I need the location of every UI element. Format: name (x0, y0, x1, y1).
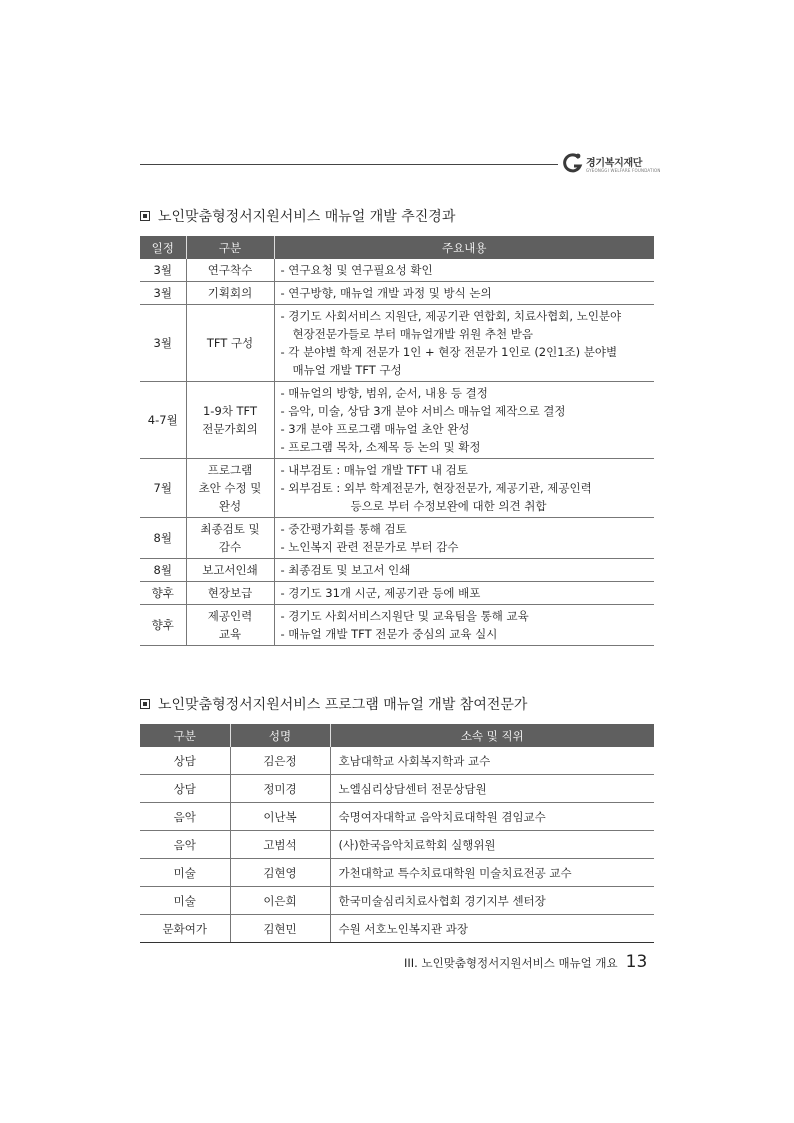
column-header: 구분 (140, 724, 230, 747)
content-line: 등으로 부터 수정보완에 대한 의견 취합 (350, 499, 547, 513)
content-line: - 음악, 미술, 상담 3개 분야 서비스 매뉴얼 제작으로 결정 (280, 404, 566, 418)
affiliation-cell: 호남대학교 사회복지학과 교수 (330, 747, 654, 775)
column-header: 주요내용 (274, 236, 654, 259)
content-line: - 경기도 사회서비스 지원단, 제공기관 연합회, 치료사협회, 노인분야 (280, 309, 622, 323)
field-cell: 음악 (140, 831, 230, 859)
affiliation-cell: 노엘심리상담센터 전문상담원 (330, 775, 654, 803)
foundation-logo-icon (562, 152, 584, 174)
table-row (140, 559, 654, 582)
name-cell: 김현민 (230, 915, 330, 943)
content-line: 현장전문가들로 부터 매뉴얼개발 위원 추천 받음 (292, 327, 533, 341)
content-line: - 중간평가회를 통해 검토 (280, 522, 407, 536)
section-title-experts (140, 694, 527, 714)
field-cell: 미술 (140, 859, 230, 887)
content-line: - 내부검토 : 매뉴얼 개발 TFT 내 검토 (280, 463, 468, 477)
table-row (140, 775, 654, 803)
content-cell (274, 282, 654, 305)
column-header: 소속 및 직위 (330, 724, 654, 747)
content-cell (274, 259, 654, 282)
content-line: 매뉴얼 개발 TFT 구성 (292, 363, 402, 377)
progress-table (140, 236, 654, 646)
table-row (140, 887, 654, 915)
category-line: 제공인력 (207, 609, 253, 623)
category-cell (186, 382, 274, 459)
affiliation-cell: (사)한국음악치료학회 실행위원 (330, 831, 654, 859)
category-line: 최종검토 및 (200, 522, 260, 536)
name-cell: 이난복 (230, 803, 330, 831)
field-cell: 미술 (140, 887, 230, 915)
logo-title: 경기복지재단 (586, 158, 643, 169)
content-line: - 프로그램 목차, 소제목 등 논의 및 확정 (280, 440, 481, 454)
content-line: - 3개 분야 프로그램 매뉴얼 초안 완성 (280, 422, 470, 436)
category-cell: TFT 구성 (186, 305, 274, 382)
content-line: - 경기도 31개 시군, 제공기관 등에 배포 (280, 586, 481, 600)
table-row (140, 259, 654, 282)
experts-table (140, 724, 654, 943)
category-cell: 현장보급 (186, 582, 274, 605)
date-cell: 4-7월 (140, 382, 186, 459)
content-line: - 노인복지 관련 전문가로 부터 감수 (280, 540, 459, 554)
date-cell: 3월 (140, 282, 186, 305)
field-cell: 음악 (140, 803, 230, 831)
category-cell: 연구착수 (186, 259, 274, 282)
table-row (140, 382, 654, 459)
table-row (140, 831, 654, 859)
table-header-row (140, 236, 654, 259)
section-title-progress (140, 206, 455, 226)
date-cell: 8월 (140, 518, 186, 559)
content-cell (274, 605, 654, 646)
page-footer (404, 952, 647, 972)
content-line: - 최종검토 및 보고서 인쇄 (280, 563, 411, 577)
category-line: 감수 (218, 540, 242, 554)
table-row (140, 915, 654, 943)
category-line: 1-9차 TFT (202, 404, 257, 418)
table-row (140, 582, 654, 605)
category-line: 초안 수정 및 (198, 481, 262, 495)
content-cell (274, 382, 654, 459)
logo-subtitle: GYEONGGI WELFARE FOUNDATION (586, 168, 661, 173)
category-line: 교육 (218, 627, 242, 641)
header-rule (140, 164, 558, 165)
square-bullet-icon (140, 211, 150, 221)
content-line: - 경기도 사회서비스지원단 및 교육팀을 통해 교육 (280, 609, 529, 623)
name-cell: 김현영 (230, 859, 330, 887)
content-line: - 매뉴얼 개발 TFT 전문가 중심의 교육 실시 (280, 627, 498, 641)
category-line: 완성 (218, 499, 242, 513)
date-cell: 향후 (140, 605, 186, 646)
affiliation-cell: 숙명여자대학교 음악치료대학원 겸임교수 (330, 803, 654, 831)
name-cell: 정미경 (230, 775, 330, 803)
date-cell: 3월 (140, 259, 186, 282)
date-cell: 7월 (140, 459, 186, 518)
table-row (140, 518, 654, 559)
name-cell: 이은희 (230, 887, 330, 915)
table-row (140, 803, 654, 831)
field-cell: 상담 (140, 747, 230, 775)
category-cell (186, 518, 274, 559)
category-cell: 기획회의 (186, 282, 274, 305)
category-line: 프로그램 (207, 463, 253, 477)
table-header-row (140, 724, 654, 747)
content-cell (274, 518, 654, 559)
table-row (140, 282, 654, 305)
content-cell (274, 582, 654, 605)
table-row (140, 859, 654, 887)
table-row (140, 459, 654, 518)
section-title-text: 노인맞춤형정서지원서비스 프로그램 매뉴얼 개발 참여전문가 (158, 697, 528, 713)
affiliation-cell: 한국미술심리치료사협회 경기지부 센터장 (330, 887, 654, 915)
content-line: - 매뉴얼의 방향, 범위, 순서, 내용 등 결정 (280, 386, 488, 400)
content-line: - 외부검토 : 외부 학계전문가, 현장전문가, 제공기관, 제공인력 (280, 481, 592, 495)
table-row (140, 605, 654, 646)
date-cell: 향후 (140, 582, 186, 605)
category-cell (186, 459, 274, 518)
category-cell (186, 605, 274, 646)
content-cell (274, 559, 654, 582)
foundation-logo (562, 150, 662, 178)
table-row (140, 747, 654, 775)
name-cell: 고범석 (230, 831, 330, 859)
content-line: - 연구요청 및 연구필요성 확인 (280, 263, 433, 277)
category-cell: 보고서인쇄 (186, 559, 274, 582)
page-number: 13 (625, 952, 648, 972)
content-line: - 연구방향, 매뉴얼 개발 과정 및 방식 논의 (280, 286, 492, 300)
date-cell: 3월 (140, 305, 186, 382)
content-cell (274, 305, 654, 382)
affiliation-cell: 가천대학교 특수치료대학원 미술치료전공 교수 (330, 859, 654, 887)
field-cell: 상담 (140, 775, 230, 803)
column-header: 구분 (186, 236, 274, 259)
footer-text: III. 노인맞춤형정서지원서비스 매뉴얼 개요 (404, 956, 618, 970)
content-line: - 각 분야별 학계 전문가 1인 + 현장 전문가 1인로 (2인1조) 분야별 (280, 345, 618, 359)
name-cell: 김은정 (230, 747, 330, 775)
table-row (140, 305, 654, 382)
field-cell: 문화여가 (140, 915, 230, 943)
date-cell: 8월 (140, 559, 186, 582)
section-title-text: 노인맞춤형정서지원서비스 매뉴얼 개발 추진경과 (158, 209, 456, 225)
affiliation-cell: 수원 서호노인복지관 과장 (330, 915, 654, 943)
column-header: 성명 (230, 724, 330, 747)
column-header: 일정 (140, 236, 186, 259)
category-line: 전문가회의 (202, 422, 258, 436)
content-cell (274, 459, 654, 518)
square-bullet-icon (140, 699, 150, 709)
